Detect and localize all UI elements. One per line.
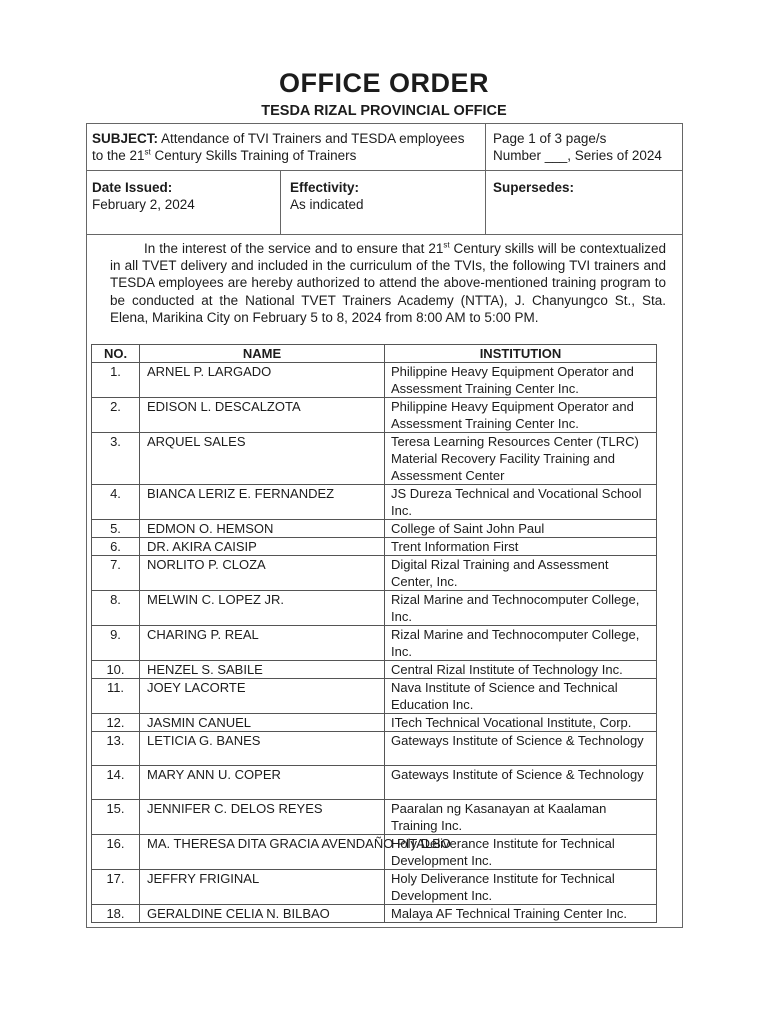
table-row: [92, 800, 657, 835]
effectivity-cell: [290, 179, 480, 213]
subject-superscript: st: [144, 147, 151, 157]
date-issued-cell: [92, 179, 277, 213]
subject-divider: [485, 124, 486, 170]
institution-name: Digital Rizal Training and Assessment Center, Inc.: [385, 556, 657, 591]
table-row: [92, 538, 657, 556]
header-divider-2: [87, 234, 682, 235]
institution-name: Paaralan ng Kasanayan at Kaalaman Training Inc.: [385, 800, 657, 835]
table-row: [92, 433, 657, 485]
row-number: 11.: [92, 679, 140, 714]
trainer-name: DR. AKIRA CAISIP: [140, 538, 385, 556]
trainer-name: MA. THERESA DITA GRACIA AVENDAÑO PITALBO: [140, 835, 385, 870]
row-number: 10.: [92, 661, 140, 679]
institution-name: Malaya AF Technical Training Center Inc.: [385, 905, 657, 923]
page-info: Page 1 of 3 page/s: [493, 131, 607, 146]
trainer-name: CHARING P. REAL: [140, 626, 385, 661]
institution-name: JS Dureza Technical and Vocational School Inc.: [385, 485, 657, 520]
table-row: [92, 363, 657, 398]
roster-body: [92, 363, 657, 923]
trainer-name: LETICIA G. BANES: [140, 732, 385, 766]
trainer-name: JENNIFER C. DELOS REYES: [140, 800, 385, 835]
institution-name: Rizal Marine and Technocomputer College, Inc.: [385, 591, 657, 626]
column-header-no: NO.: [92, 345, 140, 363]
table-row: [92, 835, 657, 870]
effectivity-value: As indicated: [290, 197, 364, 212]
institution-name: ITech Technical Vocational Institute, Corp.: [385, 714, 657, 732]
row-number: 9.: [92, 626, 140, 661]
institution-name: Holy Deliverance Institute for Technical Development Inc.: [385, 835, 657, 870]
row-number: 13.: [92, 732, 140, 766]
row-number: 3.: [92, 433, 140, 485]
date-issued-value: February 2, 2024: [92, 197, 195, 212]
institution-name: Philippine Heavy Equipment Operator and Assessment Training Center Inc.: [385, 398, 657, 433]
table-row: [92, 870, 657, 905]
intro-text-a: In the interest of the service and to ensure that 21: [144, 241, 444, 256]
table-row: [92, 905, 657, 923]
table-row: [92, 556, 657, 591]
table-row: [92, 398, 657, 433]
row-number: 5.: [92, 520, 140, 538]
row-number: 14.: [92, 766, 140, 800]
intro-paragraph: [110, 240, 666, 326]
subject-text-line-2a: to the 21: [92, 148, 145, 163]
trainer-name: GERALDINE CELIA N. BILBAO: [140, 905, 385, 923]
row-number: 16.: [92, 835, 140, 870]
row-number: 15.: [92, 800, 140, 835]
table-row: [92, 679, 657, 714]
table-header-row: [92, 345, 657, 363]
row-number: 1.: [92, 363, 140, 398]
table-row: [92, 520, 657, 538]
effectivity-divider: [485, 170, 486, 234]
row-number: 8.: [92, 591, 140, 626]
institution-name: Philippine Heavy Equipment Operator and Assessment Training Center Inc.: [385, 363, 657, 398]
number-info: Number ___, Series of 2024: [493, 148, 662, 163]
office-name: TESDA RIZAL PROVINCIAL OFFICE: [261, 103, 507, 119]
institution-name: Central Rizal Institute of Technology Inc.: [385, 661, 657, 679]
institution-name: Trent Information First: [385, 538, 657, 556]
subject-label: SUBJECT:: [92, 131, 159, 146]
date-issued-label: Date Issued:: [92, 180, 173, 195]
table-row: [92, 591, 657, 626]
institution-name: Nava Institute of Science and Technical Education Inc.: [385, 679, 657, 714]
table-row: [92, 661, 657, 679]
row-number: 12.: [92, 714, 140, 732]
column-header-name: NAME: [140, 345, 385, 363]
institution-name: Gateways Institute of Science & Technology: [385, 766, 657, 800]
institution-name: Rizal Marine and Technocomputer College, Inc.: [385, 626, 657, 661]
subject-text-line-2b: Century Skills Training of Trainers: [150, 148, 357, 163]
trainer-name: ARNEL P. LARGADO: [140, 363, 385, 398]
trainer-name: JOEY LACORTE: [140, 679, 385, 714]
supersedes-label: Supersedes:: [493, 180, 575, 195]
row-number: 17.: [92, 870, 140, 905]
row-number: 2.: [92, 398, 140, 433]
trainer-name: MARY ANN U. COPER: [140, 766, 385, 800]
row-number: 18.: [92, 905, 140, 923]
table-row: [92, 732, 657, 766]
trainer-name: MELWIN C. LOPEZ JR.: [140, 591, 385, 626]
table-row: [92, 714, 657, 732]
institution-name: Holy Deliverance Institute for Technical Development Inc.: [385, 870, 657, 905]
column-header-institution: INSTITUTION: [385, 345, 657, 363]
header-divider-1: [87, 170, 682, 171]
intro-superscript: st: [443, 240, 450, 250]
row-number: 7.: [92, 556, 140, 591]
trainer-name: BIANCA LERIZ E. FERNANDEZ: [140, 485, 385, 520]
institution-name: Teresa Learning Resources Center (TLRC) Material Recovery Facility Training and Assessment Center: [385, 433, 657, 485]
trainer-name: HENZEL S. SABILE: [140, 661, 385, 679]
subject-text-line-1: Attendance of TVI Trainers and TESDA employees: [158, 131, 465, 146]
subject-cell: [92, 130, 482, 164]
row-number: 4.: [92, 485, 140, 520]
trainer-name: JASMIN CANUEL: [140, 714, 385, 732]
table-row: [92, 766, 657, 800]
date-divider: [280, 170, 281, 234]
table-row: [92, 626, 657, 661]
institution-name: College of Saint John Paul: [385, 520, 657, 538]
trainer-roster-table: [91, 344, 657, 923]
table-row: [92, 485, 657, 520]
row-number: 6.: [92, 538, 140, 556]
effectivity-label: Effectivity:: [290, 180, 360, 195]
trainer-name: ARQUEL SALES: [140, 433, 385, 485]
document-title: OFFICE ORDER: [278, 68, 489, 98]
intro-text-b: Century skills will be contextualized in all TVET delivery and included in the curriculum of the TVIs, the following TVI trainers and TESDA employees are hereby authorized to attend the above-mentioned training program to be conducted at the National TVET Trainers Academy (NTTA), J. Chanyungco St., Sta. Elena, Marikina City on February 5 to 8, 2024 from 8:00 AM to 5:00 PM.: [110, 241, 666, 325]
trainer-name: JEFFRY FRIGINAL: [140, 870, 385, 905]
trainer-name: NORLITO P. CLOZA: [140, 556, 385, 591]
institution-name: Gateways Institute of Science & Technology: [385, 732, 657, 766]
trainer-name: EDISON L. DESCALZOTA: [140, 398, 385, 433]
supersedes-cell: [493, 179, 679, 196]
trainer-name: EDMON O. HEMSON: [140, 520, 385, 538]
page-info-cell: [493, 130, 679, 164]
